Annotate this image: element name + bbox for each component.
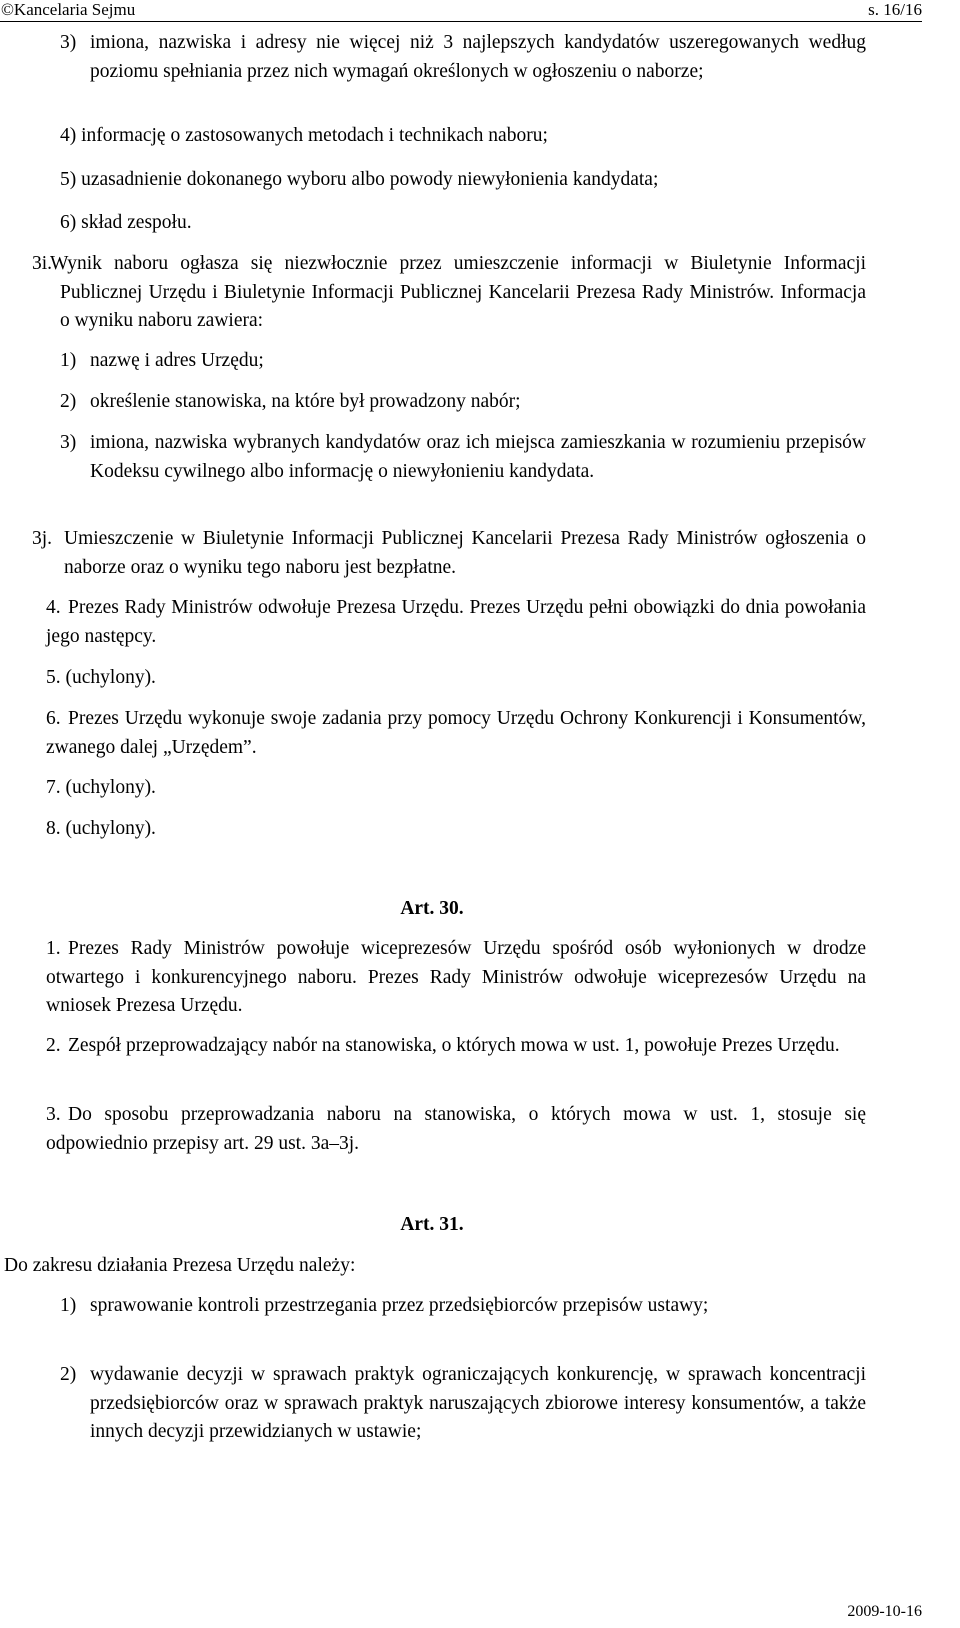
info-point-2-text: określenie stanowiska, na które był prowadzony nabór;: [90, 391, 521, 412]
article-31-heading: Art. 31.: [400, 1214, 464, 1235]
art31-point-1-number: 1): [60, 1295, 77, 1316]
art30-ust-2-number: 2.: [46, 1035, 61, 1056]
ust-8: 8. (uchylony).: [46, 818, 156, 839]
art30-ust-3-text: Do sposobu przeprowadzania naboru na stanowiska, o których mowa w ust. 1, stosuje się odpowiednio przepisy art. 29 ust. 3a–3j.: [46, 1104, 866, 1154]
ust-3i-number: 3i.: [32, 253, 53, 274]
info-point-3-number: 3): [60, 432, 77, 453]
art31-point-2-text: wydawanie decyzji w sprawach praktyk ograniczających konkurencję, w sprawach koncentracji przedsiębiorców oraz w sprawach praktyk naruszających zbiorowe interesy konsumentów, a także innych decyzji przewidzianych w ustawie;: [90, 1364, 866, 1442]
ust-3i-text: Wynik naboru ogłasza się niezwłocznie przez umieszczenie informacji w Biuletynie Informacji Publicznej Urzędu i Biuletynie Informacji Publicznej Kancelarii Prezesa Rady Ministrów. Informacja o wyniku naboru zawiera:: [50, 253, 866, 331]
info-point-1-text: nazwę i adres Urzędu;: [90, 350, 264, 371]
ust-6-text: Prezes Urzędu wykonuje swoje zadania przy pomocy Urzędu Ochrony Konkurencji i Konsumentów, zwanego dalej „Urzędem”.: [46, 708, 866, 758]
art30-ust-3-number: 3.: [46, 1104, 61, 1125]
point-3-number: 3): [60, 32, 77, 53]
header-page-number: s. 16/16: [868, 0, 922, 19]
art31-point-2-number: 2): [60, 1364, 77, 1385]
point-5: 5) uzasadnienie dokonanego wyboru albo powody niewyłonienia kandydata;: [60, 169, 659, 190]
ust-3j-number: 3j.: [32, 528, 53, 549]
info-point-2-number: 2): [60, 391, 77, 412]
art30-ust-1-text: Prezes Rady Ministrów powołuje wiceprezesów Urzędu spośród osób wyłonionych w drodze otwartego i konkurencyjnego naboru. Prezes Rady Ministrów odwołuje wiceprezesów Urzędu na wniosek Prezesa Urzędu.: [46, 938, 866, 1016]
ust-4-text: Prezes Rady Ministrów odwołuje Prezesa Urzędu. Prezes Urzędu pełni obowiązki do dnia powołania jego następcy.: [46, 597, 866, 647]
header-source: ©Kancelaria Sejmu: [1, 0, 136, 19]
article-30-heading: Art. 30.: [400, 898, 464, 919]
art30-ust-2-text: Zespół przeprowadzający nabór na stanowiska, o których mowa w ust. 1, powołuje Prezes Urzędu.: [68, 1035, 840, 1056]
header-rule: [0, 21, 922, 22]
article-31-intro: Do zakresu działania Prezesa Urzędu należy:: [4, 1255, 356, 1276]
ust-5: 5. (uchylony).: [46, 667, 156, 688]
ust-4-number: 4.: [46, 597, 61, 618]
art30-ust-1-number: 1.: [46, 938, 61, 959]
point-4: 4) informację o zastosowanych metodach i technikach naboru;: [60, 125, 548, 146]
ust-6-number: 6.: [46, 708, 61, 729]
point-3-text: imiona, nazwiska i adresy nie więcej niż 3 najlepszych kandydatów uszeregowanych według poziomu spełniania przez nich wymagań określonych w ogłoszeniu o naborze;: [90, 32, 866, 82]
footer-date: 2009-10-16: [847, 1603, 922, 1620]
info-point-3-text: imiona, nazwiska wybranych kandydatów oraz ich miejsca zamieszkania w rozumieniu przepisów Kodeksu cywilnego albo informację o niewyłonieniu kandydata.: [90, 432, 866, 482]
ust-7: 7. (uchylony).: [46, 777, 156, 798]
info-point-1-number: 1): [60, 350, 77, 371]
point-6: 6) skład zespołu.: [60, 212, 192, 233]
art31-point-1-text: sprawowanie kontroli przestrzegania przez przedsiębiorców przepisów ustawy;: [90, 1295, 709, 1316]
ust-3j-text: Umieszczenie w Biuletynie Informacji Publicznej Kancelarii Prezesa Rady Ministrów ogłoszenia o naborze oraz o wyniku tego naboru jest bezpłatne.: [64, 528, 866, 578]
